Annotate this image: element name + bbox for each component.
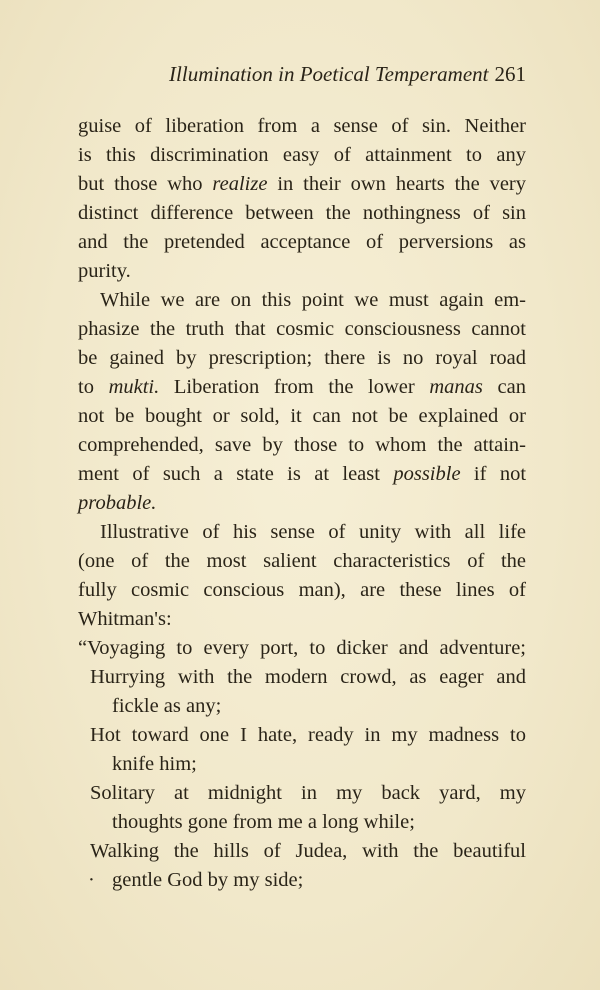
emphasis-manas: manas bbox=[429, 376, 483, 398]
verse-line: Hurrying with the modern crowd, as eager and bbox=[90, 666, 526, 688]
verse-line: knife him; bbox=[112, 753, 197, 775]
stray-dot-mark: · bbox=[88, 869, 95, 891]
text-span: gentle God by my side; bbox=[112, 869, 304, 891]
page-number: 261 bbox=[494, 62, 526, 86]
text-line: be gained by prescription; there is no royal road bbox=[78, 347, 526, 369]
text-span: if not bbox=[460, 463, 527, 485]
verse-line: fickle as any; bbox=[112, 695, 222, 717]
text-span: can bbox=[482, 376, 527, 398]
text-line: Whitman's: bbox=[78, 608, 172, 630]
text-line: is this discrimination easy of attainment to any bbox=[78, 144, 526, 166]
text-line: not be bought or sold, it can not be explained or bbox=[78, 405, 526, 427]
text-line: purity. bbox=[78, 260, 131, 282]
text-span: ment of such a state is at least bbox=[78, 463, 394, 485]
text-line: guise of liberation from a sense of sin. Neither bbox=[78, 115, 526, 137]
verse-line: Walking the hills of Judea, with the beautiful bbox=[90, 840, 526, 862]
verse-line bbox=[88, 866, 304, 895]
text-span: in their own hearts the very bbox=[267, 173, 526, 195]
emphasis-realize: realize bbox=[212, 173, 268, 195]
verse-line: Solitary at midnight in my back yard, my bbox=[90, 782, 526, 804]
text-line: Illustrative of his sense of unity with all life bbox=[100, 521, 526, 543]
text-span: to bbox=[78, 376, 109, 398]
running-header bbox=[78, 62, 526, 87]
text-line bbox=[78, 170, 526, 199]
emphasis-mukti: mukti. bbox=[108, 376, 160, 398]
text-span: but those who bbox=[78, 173, 213, 195]
text-line: comprehended, save by those to whom the attain- bbox=[78, 434, 526, 456]
text-line bbox=[78, 373, 526, 402]
text-line: phasize the truth that cosmic consciousness cannot bbox=[78, 318, 526, 340]
text-line: While we are on this point we must again em- bbox=[100, 289, 526, 311]
text-line: (one of the most salient characteristics of the bbox=[78, 550, 526, 572]
text-line: probable. bbox=[78, 492, 157, 514]
text-line bbox=[78, 460, 526, 489]
verse-line: Hot toward one I hate, ready in my madness to bbox=[90, 724, 526, 746]
verse-line: “Voyaging to every port, to dicker and adventure; bbox=[78, 637, 526, 659]
text-line: and the pretended acceptance of perversions as bbox=[78, 231, 526, 253]
verse-line: thoughts gone from me a long while; bbox=[112, 811, 415, 833]
text-line: fully cosmic conscious man), are these lines of bbox=[78, 579, 526, 601]
emphasis-possible: possible bbox=[393, 463, 461, 485]
text-line: distinct difference between the nothingness of sin bbox=[78, 202, 526, 224]
text-span: Liberation from the lower bbox=[159, 376, 430, 398]
running-title: Illumination in Poetical Temperament bbox=[169, 62, 489, 86]
